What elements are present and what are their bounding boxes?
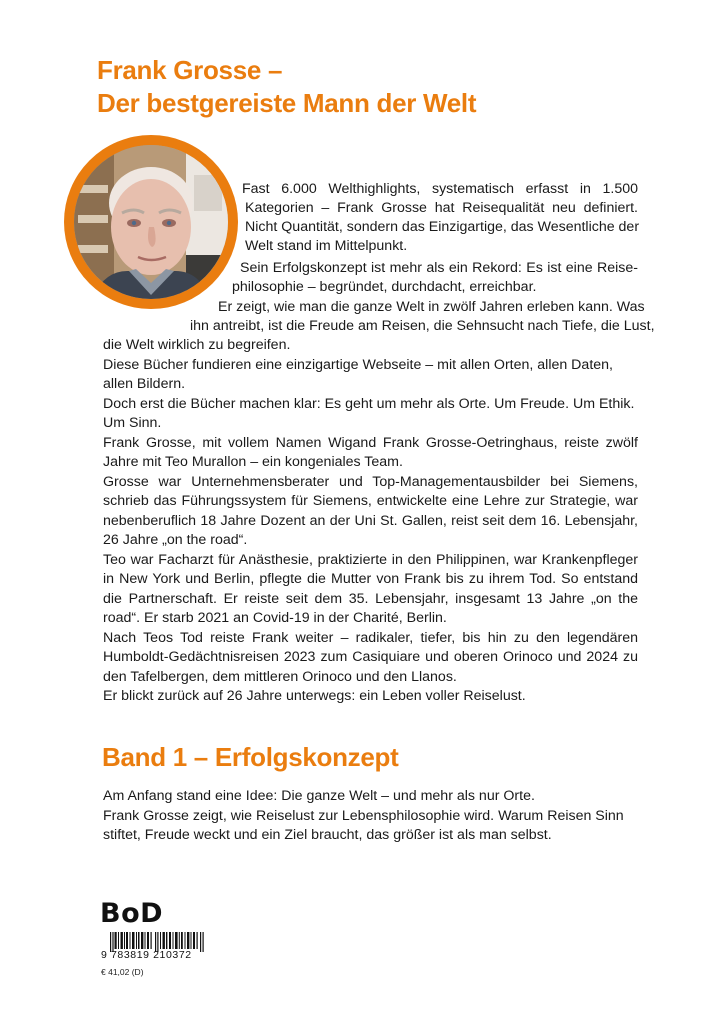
bio-paragraph: Teo war Facharzt für Anästhesie, praktizierte in den Philippinen, war Krankenpfleger in New York und Berlin, pflegte die Mutter von Frank bis zu ihrem Tod. So entstand die Partnerschaft. Er reiste seit dem 35. Lebensjahr, insgesamt 13 Jahre „on the road“. Er starb 2021 an Covid-19 in der Charité, Berlin.: [103, 551, 638, 626]
intro-line: Welt stand im Mittelpunkt.: [245, 238, 408, 254]
bio-paragraph: Er blickt zurück auf 26 Jahre unterwegs: ein Leben voller Reiselust.: [103, 688, 526, 704]
title-line-2: Der bestgereiste Mann der Welt: [97, 88, 477, 118]
portrait-photo-icon: [74, 145, 228, 299]
intro-line: Sein Erfolgskonzept ist mehr als ein Rekord: Es ist eine Reise-: [240, 260, 638, 276]
bio-paragraph: Grosse war Unternehmensberater und Top-Managementausbilder bei Siemens, schrieb das Führungssystem für Siemens, entwickelte eine Lehre zur Strategie, war nebenberuflich 18 Jahre Dozent an der Uni St. Gallen, reist seit dem 16. Lebensjahr, 26 Jahre „on the road“.: [103, 473, 638, 548]
bio-paragraph: Diese Bücher fundieren eine einzigartige Webseite – mit allen Orten, allen Daten, allen Bildern.: [103, 356, 613, 392]
intro-line: Kategorien – Frank Grosse hat Reisequalität neu definiert.: [245, 200, 638, 216]
bio-paragraph: Frank Grosse, mit vollem Namen Wigand Frank Grosse-Oetringhaus, reiste zwölf Jahre mit Teo Murallon – ein kongeniales Team.: [103, 434, 638, 470]
intro-line: ihn antreibt, ist die Freude am Reisen, die Sehnsucht nach Tiefe, die Lust,: [190, 318, 655, 334]
intro-line: philosophie – begründet, durchdacht, erreichbar.: [232, 279, 537, 295]
bio-paragraph: Doch erst die Bücher machen klar: Es geht um mehr als Orte. Um Freude. Um Ethik. Um Sinn.: [103, 395, 635, 431]
band-paragraph: Am Anfang stand eine Idee: Die ganze Welt – und mehr als nur Orte.: [103, 788, 535, 804]
bio-paragraph: Nach Teos Tod reiste Frank weiter – radikaler, tiefer, bis hin zu den legendären Humboldt-Gedächtnisreisen 2023 zum Casiquiare und oberen Orinoco und 2024 zu den Tafelbergen, dem mittleren Orinoco und den Llanos.: [103, 629, 638, 685]
publisher-logo: BoD: [100, 898, 164, 929]
intro-line: Er zeigt, wie man die ganze Welt in zwölf Jahren erleben kann. Was: [218, 299, 645, 315]
portrait-photo: [74, 145, 228, 299]
band-title: Band 1 – Erfolgskonzept: [102, 742, 399, 772]
author-portrait: [64, 135, 238, 309]
band-description: [103, 787, 638, 846]
title-line-1: Frank Grosse –: [97, 55, 283, 85]
price-label: € 41,02 (D): [101, 967, 144, 977]
bio-paragraph: die Welt wirklich zu begreifen.: [103, 337, 291, 353]
biography-text: [103, 336, 638, 707]
isbn-number: 9 783819 210372: [101, 949, 192, 961]
intro-line: Nicht Quantität, sondern das Einzigartige, das Wesentliche der: [245, 219, 640, 235]
cover-title: [97, 54, 476, 120]
intro-line: Fast 6.000 Welthighlights, systematisch erfasst in 1.500: [242, 181, 638, 197]
band-paragraph: Frank Grosse zeigt, wie Reiselust zur Lebensphilosophie wird. Warum Reisen Sinn stiftet, Freude weckt und ein Ziel braucht, das größer ist als man selbst.: [103, 807, 624, 843]
